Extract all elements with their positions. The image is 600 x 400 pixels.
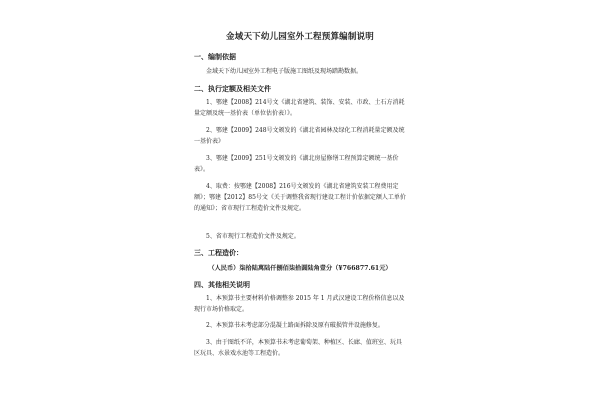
section2-heading: 二、执行定额及相关文件 <box>194 84 271 93</box>
cost-amount: （人民币）柒拾陆萬陆仟捌佰柒拾圆陆角壹分（¥766877.61元） <box>208 265 392 272</box>
document-title: 金域天下幼儿园室外工程预算编制说明 <box>226 32 374 42</box>
section2-item-5: 5、省市现行工程造价文件及规定。 <box>206 233 300 240</box>
section2-item-4: 4、取费：按鄂建【2008】216号文颁发的《湖北省建筑安装工程费用定额》；鄂建【2012】85号文《关于调整我省现行建设工程计价依据定额人工单价的通知》；省市现行工程造价文件及规定。 <box>194 183 406 212</box>
section2-item-3: 3、鄂建【2009】251号文颁发的《湖北房屋修缮工程预算定额统一基价表》。 <box>194 155 399 173</box>
section1-text: 金域天下幼儿园室外工程电子版施工图纸及现场踏勘数据。 <box>206 68 363 75</box>
document-page <box>180 30 420 375</box>
section1-heading: 一、编制依据 <box>194 52 236 61</box>
section4-heading: 四、其他相关说明 <box>194 280 250 289</box>
section4-item-1: 1、本预算书主要材料价格调整参 2015 年 1 月武汉建设工程价格信息以及现行市场价格取定。 <box>194 295 405 313</box>
section2-item-1: 1、鄂建【2008】214号文《湖北省建筑、装饰、安装、市政、土石方消耗量定额及统一基价表（单位估价表）》。 <box>194 99 405 117</box>
section4-item-3: 3、由于图纸不详，本预算书未考虑葡萄架、种植区、长廊、值班室、玩具区玩具、水景戏水池等工程造价。 <box>194 339 402 357</box>
section4-item-2: 2、本预算书未考虑部分混凝土路面拆除及原有破损管井设施修复。 <box>206 322 384 329</box>
section2-item-2: 2、鄂建【2009】248号文颁发的《湖北省园林及绿化工程消耗量定额及统一基价表》 <box>194 127 405 145</box>
section3-heading: 三、工程造价： <box>194 248 243 257</box>
